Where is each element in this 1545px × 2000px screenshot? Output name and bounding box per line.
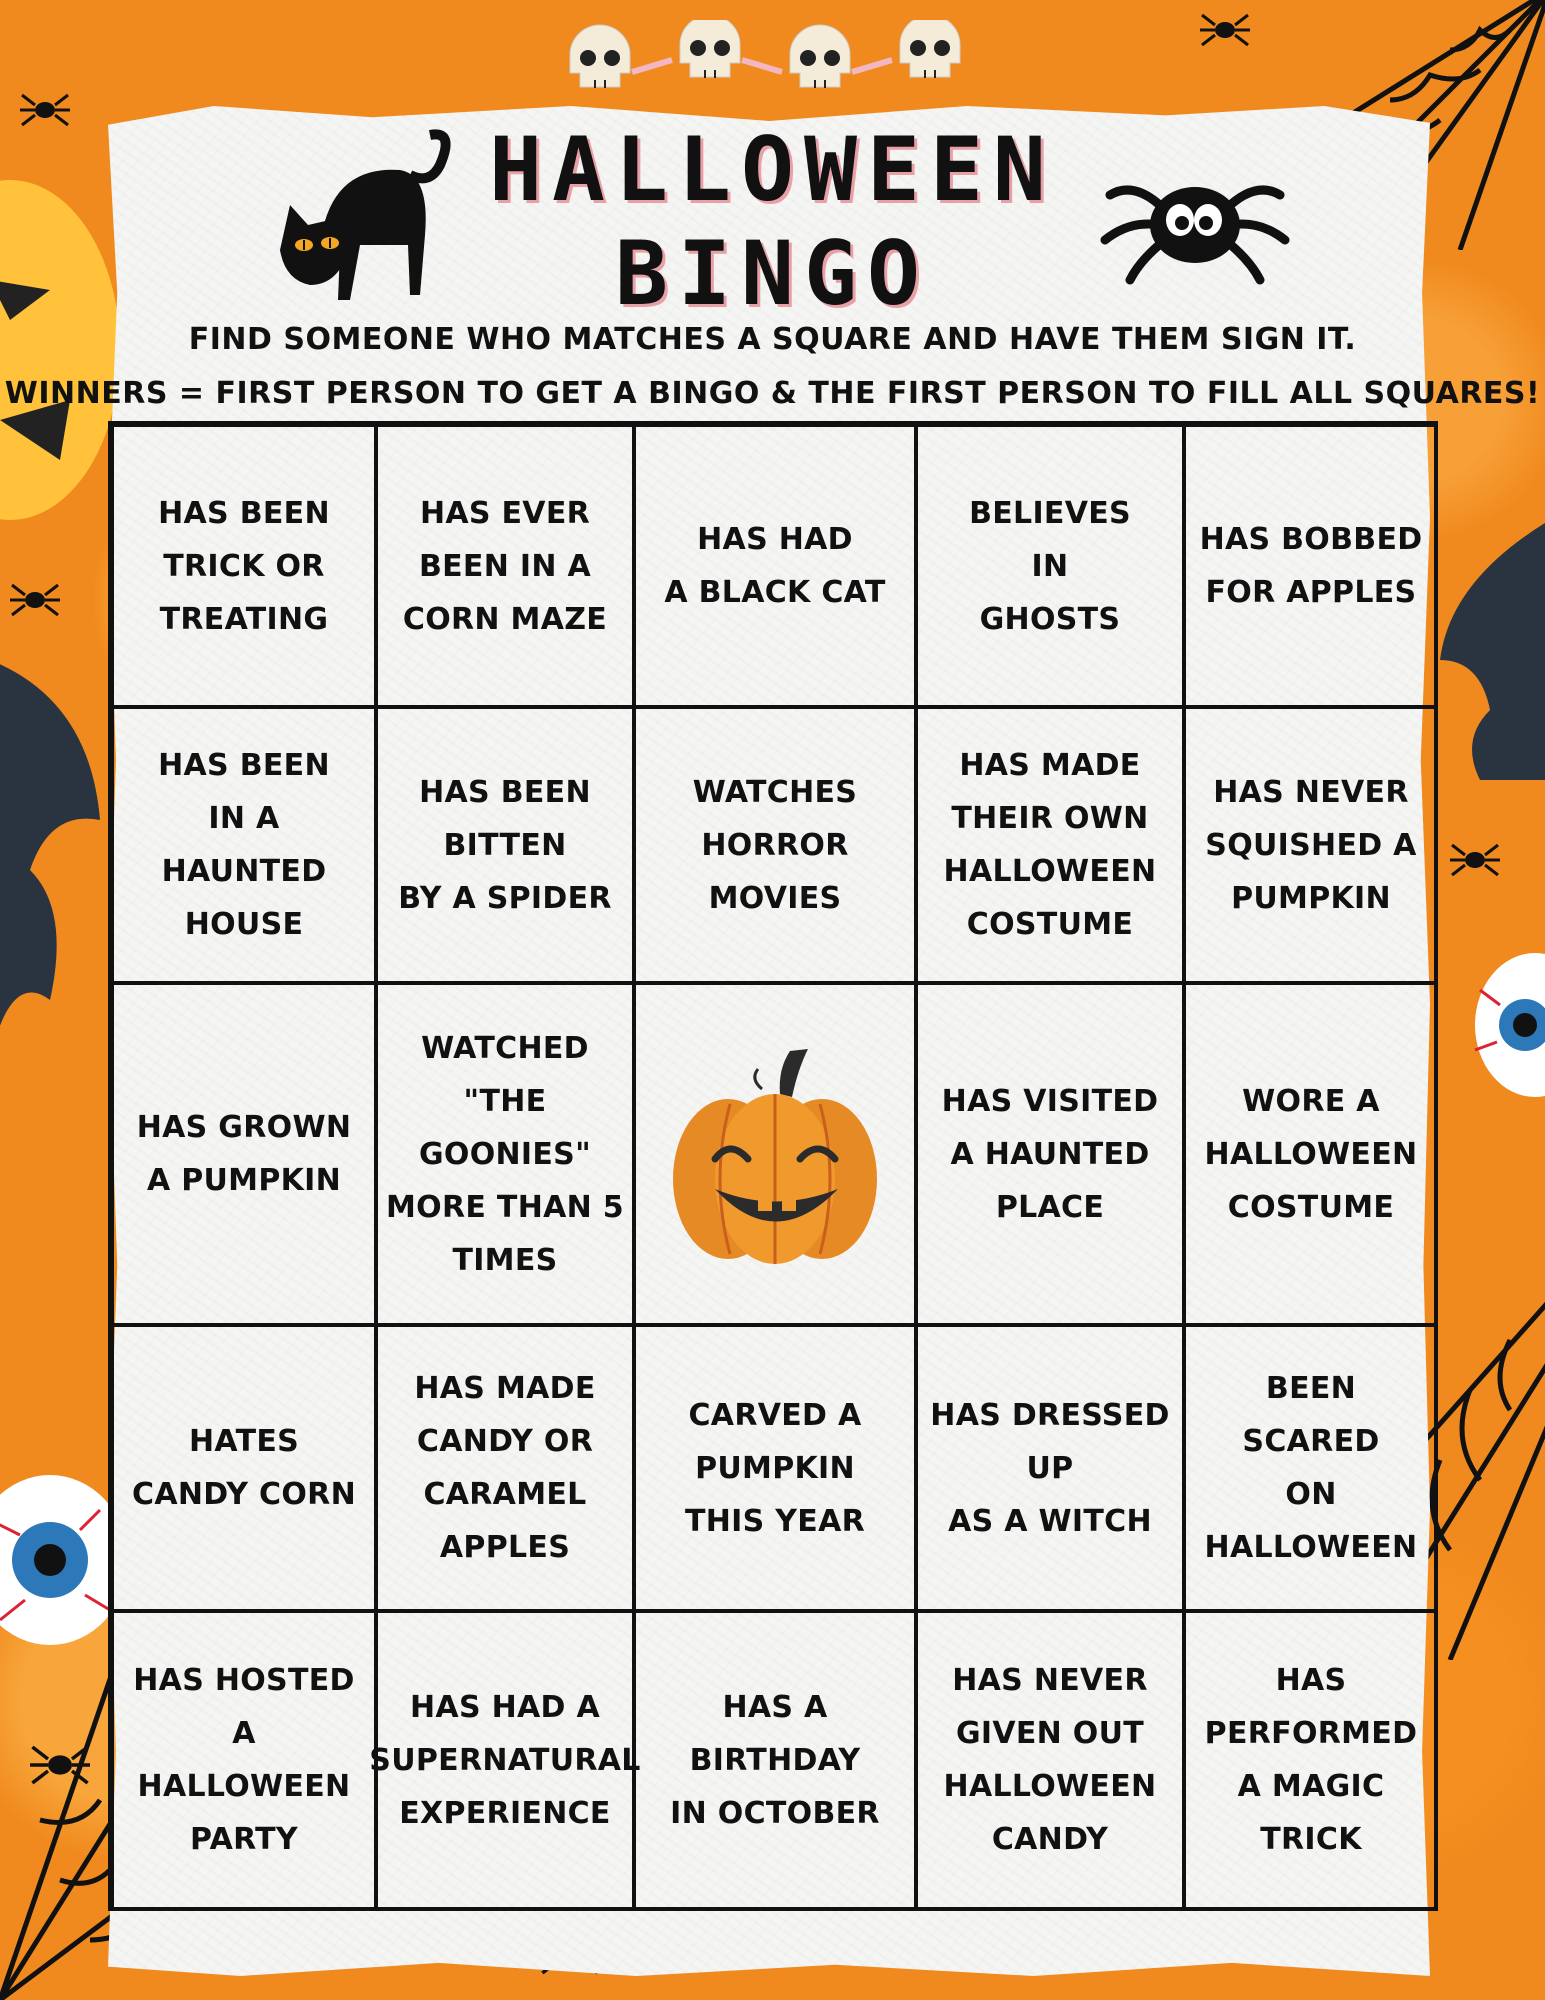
page-title-line-2: BINGO [615,222,930,325]
skull-icon [900,20,960,78]
square-label: HAS DRESSED UP AS A WITCH [930,1397,1170,1539]
bingo-square[interactable] [916,983,1184,1325]
bingo-square[interactable] [369,1611,641,1909]
square-label: BELIEVES IN GHOSTS [969,495,1131,637]
square-label: HAS GROWN A PUMPKIN [136,1110,352,1198]
bingo-square[interactable] [1184,1611,1438,1909]
free-space-square[interactable] [634,983,916,1325]
eyeball-icon [1465,950,1545,1100]
square-label: WORE A HALLOWEEN COSTUME [1204,1083,1418,1225]
bingo-square[interactable] [1184,707,1438,983]
square-label: HATES CANDY CORN [132,1424,356,1512]
square-label: HAS HAD A SUPERNATURAL EXPERIENCE [369,1689,641,1831]
bingo-square[interactable] [112,707,376,983]
spider-icon [1200,10,1250,50]
skull-icon [680,20,740,78]
spider-icon [1450,840,1500,880]
spider-icon [30,1740,90,1790]
jack-o-lantern-icon [670,1039,880,1269]
square-label: HAS BOBBED FOR APPLES [1199,522,1423,610]
skull-icon [570,25,630,88]
bingo-square[interactable] [376,425,634,707]
bingo-square[interactable] [112,1611,376,1909]
square-label: HAS HOSTED A HALLOWEEN PARTY [133,1663,355,1857]
square-label: BEEN SCARED ON HALLOWEEN [1204,1371,1418,1565]
instruction-text: FIND SOMEONE WHO MATCHES A SQUARE AND HAVE THEM SIGN IT. [188,322,1357,357]
square-label: HAS MADE THEIR OWN HALLOWEEN COSTUME [943,748,1157,942]
bingo-square[interactable] [916,1325,1184,1611]
square-label: HAS BEEN IN A HAUNTED HOUSE [158,748,330,942]
bingo-square[interactable] [634,1611,916,1909]
bingo-square[interactable] [634,1325,916,1611]
square-label: HAS NEVER SQUISHED A PUMPKIN [1205,774,1417,916]
bingo-square[interactable] [1184,425,1438,707]
bingo-square[interactable] [1184,983,1438,1325]
square-label: HAS MADE CANDY OR CARAMEL APPLES [414,1371,596,1565]
winners-text: WINNERS = FIRST PERSON TO GET A BINGO & THE FIRST PERSON TO FILL ALL SQUARES! [4,376,1541,411]
bat-icon [0,640,110,1060]
bingo-square[interactable] [634,707,916,983]
square-label: CARVED A PUMPKIN THIS YEAR [684,1397,866,1539]
square-label: HAS BEEN TRICK OR TREATING [158,495,330,637]
bingo-square[interactable] [916,1611,1184,1909]
bingo-square[interactable] [376,707,634,983]
square-label: HAS A BIRTHDAY IN OCTOBER [670,1689,880,1831]
square-label: HAS EVER BEEN IN A CORN MAZE [402,495,608,637]
bingo-grid [108,421,1438,1911]
bingo-square[interactable] [634,425,916,707]
skull-garland [560,20,980,110]
bingo-square[interactable] [916,425,1184,707]
bingo-square[interactable] [916,707,1184,983]
square-label: WATCHED "THE GOONIES" MORE THAN 5 TIMES [386,1030,624,1278]
bingo-square[interactable] [376,1325,634,1611]
square-label: HAS BEEN BITTEN BY A SPIDER [398,774,612,916]
bat-icon [1440,520,1545,780]
square-label: HAS PERFORMED A MAGIC TRICK [1204,1663,1418,1857]
bingo-square[interactable] [112,1325,376,1611]
square-label: HAS VISITED A HAUNTED PLACE [941,1083,1159,1225]
bingo-square[interactable] [112,425,376,707]
square-label: WATCHES HORROR MOVIES [692,774,858,916]
bingo-square[interactable] [376,983,634,1325]
bingo-square[interactable] [1184,1325,1438,1611]
spider-icon [10,580,60,620]
square-label: HAS NEVER GIVEN OUT HALLOWEEN CANDY [943,1663,1157,1857]
square-label: HAS HAD A BLACK CAT [664,522,886,610]
bingo-square[interactable] [112,983,376,1325]
page-title-line-1: HALLOWEEN [489,118,1056,221]
skull-icon [790,25,850,88]
